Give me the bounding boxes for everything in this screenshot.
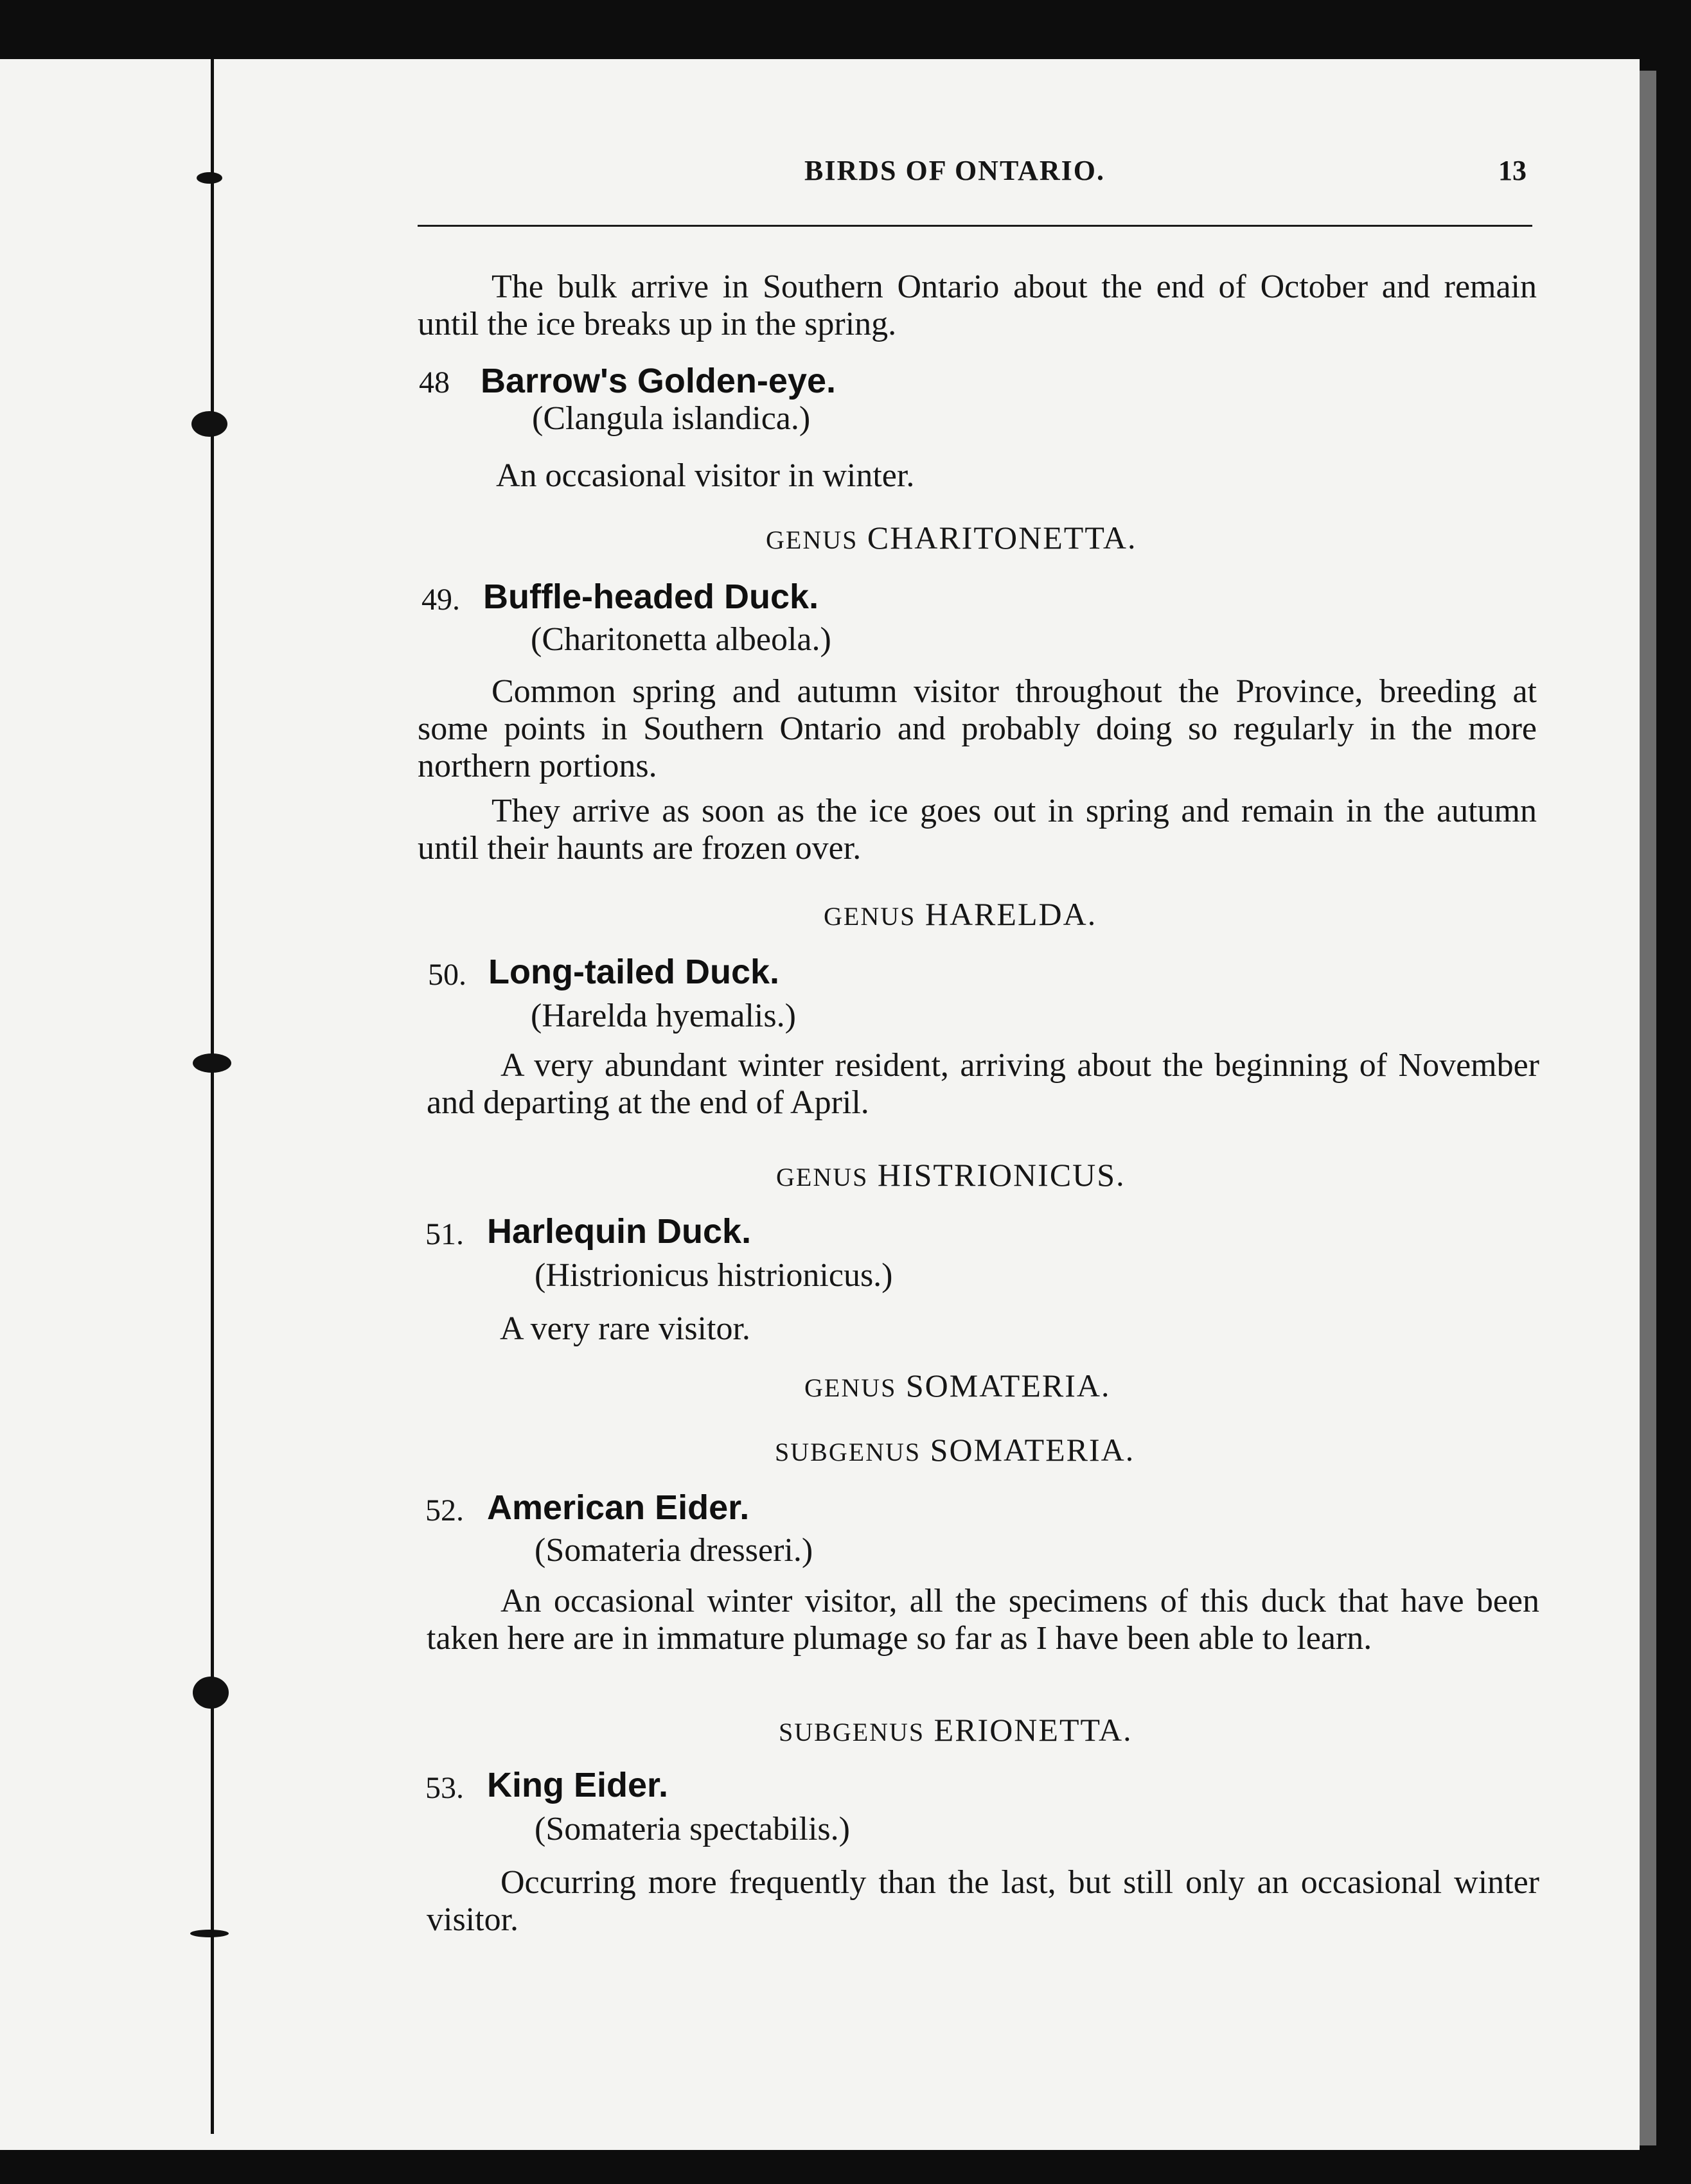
binding-mark [193,1053,231,1073]
species-note: A very abundant winter resident, arriving about the beginning of November and departing at the end of April. [427,1047,1539,1121]
page-number: 13 [1498,155,1527,186]
species-latin-name: (Somateria spectabilis.) [535,1811,850,1847]
species-note: Common spring and autumn visitor throughout the Province, breeding at some points in Southern Ontario and probably doing so regularly in the more northern portions. [418,673,1537,784]
species-latin-name: (Somateria dresseri.) [535,1532,813,1569]
page-edge-shadow [1640,71,1656,2145]
genus-heading [776,1156,1126,1193]
genus-heading [824,895,1097,933]
species-number: 48 [419,365,450,400]
species-latin-name: (Clangula islandica.) [532,400,811,437]
species-note: A very rare visitor. [500,1310,750,1347]
species-name: American Eider. [487,1488,750,1527]
genus-name: SOMATERIA. [905,1368,1111,1404]
genus-heading [804,1367,1110,1404]
subgenus-label: SUBGENUS [775,1438,921,1466]
species-latin-name: (Charitonetta albeola.) [531,621,831,658]
species-number: 49. [421,583,460,617]
binding-mark [191,411,227,437]
species-number: 50. [428,958,466,992]
binding-mark [190,1930,229,1937]
subgenus-name: SOMATERIA. [930,1432,1135,1468]
genus-name: HARELDA. [925,896,1097,932]
species-latin-name: (Harelda hyemalis.) [531,998,796,1034]
subgenus-label: SUBGENUS [779,1718,925,1747]
genus-heading [766,519,1137,556]
binding-line [211,59,214,2134]
binding-mark [193,1677,229,1709]
species-number: 51. [425,1217,464,1251]
subgenus-heading [779,1711,1133,1748]
genus-name: HISTRIONICUS. [877,1157,1126,1193]
genus-label: GENUS [804,1373,897,1402]
species-latin-name: (Histrionicus histrionicus.) [535,1257,893,1294]
subgenus-name: ERIONETTA. [934,1712,1133,1748]
species-name: Buffle-headed Duck. [483,577,819,616]
species-name: Harlequin Duck. [487,1212,752,1251]
species-name: King Eider. [487,1766,669,1804]
species-note: They arrive as soon as the ice goes out in spring and remain in the autumn until their haunts are frozen over. [418,793,1537,867]
species-number: 53. [425,1771,464,1805]
running-title: BIRDS OF ONTARIO. [804,155,1105,186]
genus-name: CHARITONETTA. [867,520,1137,556]
subgenus-heading [775,1431,1135,1468]
species-note: An occasional visitor in winter. [496,457,915,494]
intro-paragraph: The bulk arrive in Southern Ontario about the end of October and remain until the ice breaks up in the spring. [418,269,1537,342]
header-rule [418,225,1532,227]
genus-label: GENUS [766,525,858,554]
species-name: Barrow's Golden-eye. [481,362,836,400]
binding-mark [197,172,222,184]
genus-label: GENUS [824,902,916,931]
species-number: 52. [425,1493,464,1528]
genus-label: GENUS [776,1163,869,1192]
species-note: Occurring more frequently than the last, but still only an occasional winter visitor. [427,1864,1539,1938]
species-name: Long-tailed Duck. [488,953,780,991]
species-note: An occasional winter visitor, all the specimens of this duck that have been taken here are in immature plumage so far as I have been able to learn. [427,1583,1539,1657]
